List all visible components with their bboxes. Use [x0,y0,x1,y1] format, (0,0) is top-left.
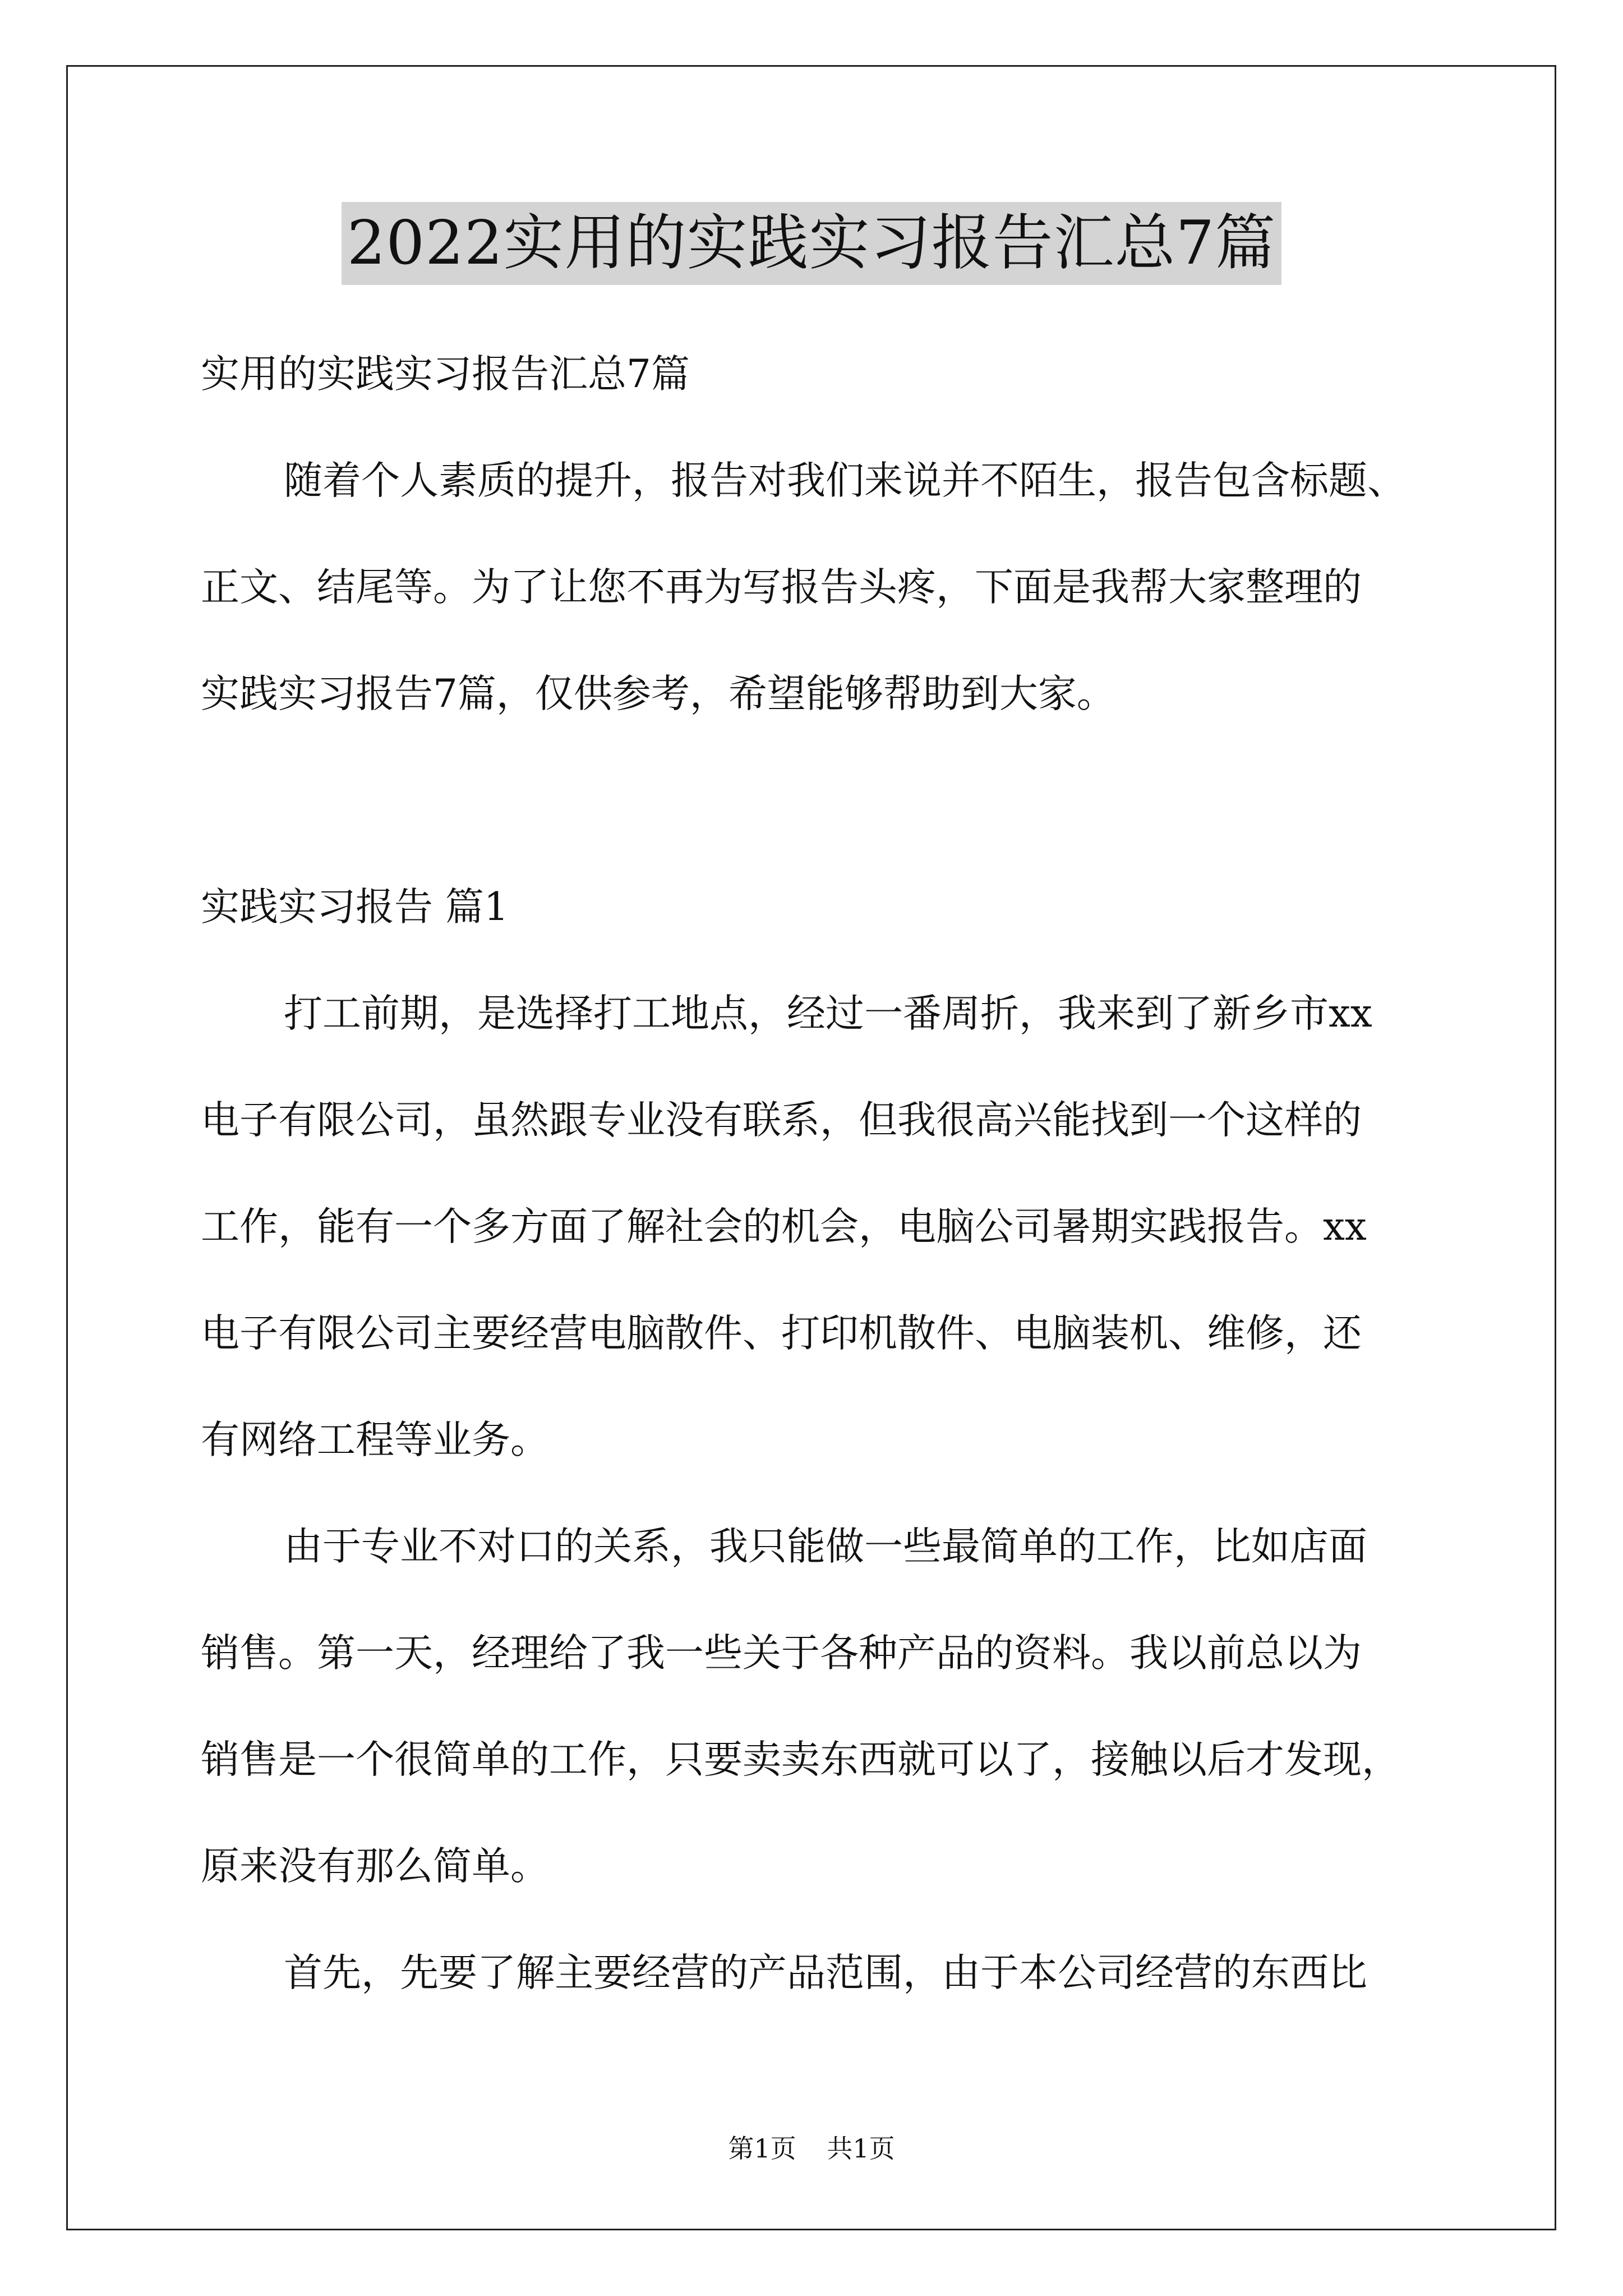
section-heading: 实践实习报告 篇1 [201,885,509,930]
page-number: 第1页 [728,2133,796,2164]
title-container [0,202,1623,285]
paragraph1-line-5: 有网络工程等业务。 [201,1418,549,1462]
paragraph1-line-4: 电子有限公司主要经营电脑散件、打印机散件、电脑装机、维修，还 [201,1311,1362,1356]
intro-line-1: 随着个人素质的提升，报告对我们来说并不陌生，报告包含标题、 [284,458,1406,503]
paragraph2-line-2: 销售。第一天，经理给了我一些关于各种产品的资料。我以前总以为 [201,1631,1362,1676]
document-title: 2022实用的实践实习报告汇总7篇 [342,202,1282,285]
intro-line-2: 正文、结尾等。为了让您不再为写报告头疼，下面是我帮大家整理的 [201,565,1362,610]
paragraph2-line-4: 原来没有那么简单。 [201,1844,549,1889]
paragraph3-line-1: 首先，先要了解主要经营的产品范围，由于本公司经营的东西比 [284,1950,1367,1995]
paragraph1-line-2: 电子有限公司，虽然跟专业没有联系，但我很高兴能找到一个这样的 [201,1098,1362,1143]
paragraph2-line-1: 由于专业不对口的关系，我只能做一些最简单的工作，比如店面 [284,1524,1367,1569]
page-total: 共1页 [827,2133,895,2164]
spacer [201,747,1435,854]
document-body [201,321,1435,2026]
paragraph2-line-3: 销售是一个很简单的工作，只要卖卖东西就可以了，接触以后才发现， [201,1737,1400,1782]
page-footer [0,2132,1623,2165]
subtitle: 实用的实践实习报告汇总7篇 [201,352,690,397]
intro-line-3: 实践实习报告7篇，仅供参考，希望能够帮助到大家。 [201,671,1115,716]
paragraph1-line-3: 工作，能有一个多方面了解社会的机会，电脑公司暑期实践报告。xx [201,1204,1367,1249]
paragraph1-line-1: 打工前期，是选择打工地点，经过一番周折，我来到了新乡市xx [284,991,1372,1036]
